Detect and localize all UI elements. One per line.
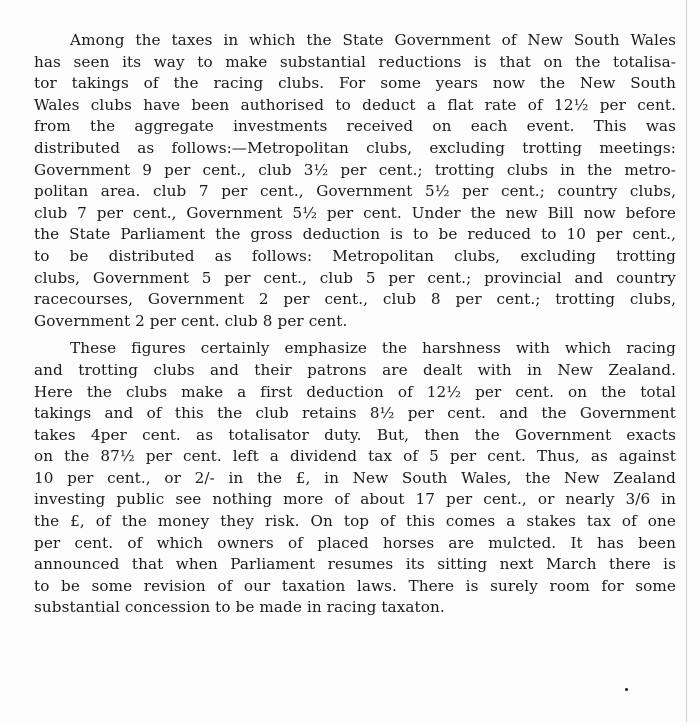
text-line: clubs, Government 5 per cent., club 5 per cent.; provincial and country (34, 268, 676, 287)
text-line: takes 4per cent. as totalisator duty. But, then the Government exacts (34, 425, 676, 444)
text-line: to be some revision of our taxation laws. There is surely room for some (34, 576, 676, 595)
text-line: politan area. club 7 per cent., Government 5½ per cent.; country clubs, (34, 182, 676, 201)
text-line: distributed as follows:—Metropolitan clubs, excluding trotting meetings: (34, 138, 676, 157)
text-line: the State Parliament the gross deduction is to be reduced to 10 per cent., (34, 225, 676, 244)
text-line: tor takings of the racing clubs. For some years now the New South (34, 74, 676, 93)
text-line: investing public see nothing more of about 17 per cent., or nearly 3/6 in (34, 490, 676, 509)
text-line: Government 2 per cent. club 8 per cent. (34, 311, 348, 330)
paragraph-nsw-taxes (34, 30, 676, 332)
text-line: Government 9 per cent., club 3½ per cent.; trotting clubs in the metro- (34, 160, 676, 179)
text-line: on the 87½ per cent. left a dividend tax of 5 per cent. Thus, as against (34, 447, 676, 466)
text-line: Here the clubs make a first deduction of 12½ per cent. on the total (34, 382, 676, 401)
text-line: racecourses, Government 2 per cent., club 8 per cent.; trotting clubs, (34, 290, 676, 309)
text-line: per cent. of which owners of placed horses are mulcted. It has been (34, 533, 676, 552)
text-line: club 7 per cent., Government 5½ per cent. Under the new Bill now before (34, 203, 676, 222)
text-line: announced that when Parliament resumes its sitting next March there is (34, 555, 676, 574)
page-edge-line (686, 0, 687, 722)
print-speck (625, 688, 628, 691)
paragraph-nz-comparison (34, 338, 676, 619)
text-line: Among the taxes in which the State Government of New South Wales (70, 31, 676, 49)
text-line: the £, of the money they risk. On top of this comes a stakes tax of one (34, 512, 676, 531)
text-line: Wales clubs have been authorised to deduct a flat rate of 12½ per cent. (34, 95, 676, 114)
text-line: to be distributed as follows: Metropolitan clubs, excluding trotting (34, 246, 676, 265)
text-line: 10 per cent., or 2/- in the £, in New South Wales, the New Zealand (34, 468, 676, 487)
article-column (34, 30, 676, 619)
text-line: and trotting clubs and their patrons are dealt with in New Zealand. (34, 360, 676, 379)
text-line: These figures certainly emphasize the harshness with which racing (70, 339, 676, 358)
text-line: has seen its way to make substantial reductions is that on the totalisa- (34, 52, 676, 71)
text-line: takings and of this the club retains 8½ per cent. and the Government (34, 404, 676, 423)
text-line: substantial concession to be made in racing taxaton. (34, 598, 445, 617)
text-line: from the aggregate investments received on each event. This was (34, 117, 676, 136)
